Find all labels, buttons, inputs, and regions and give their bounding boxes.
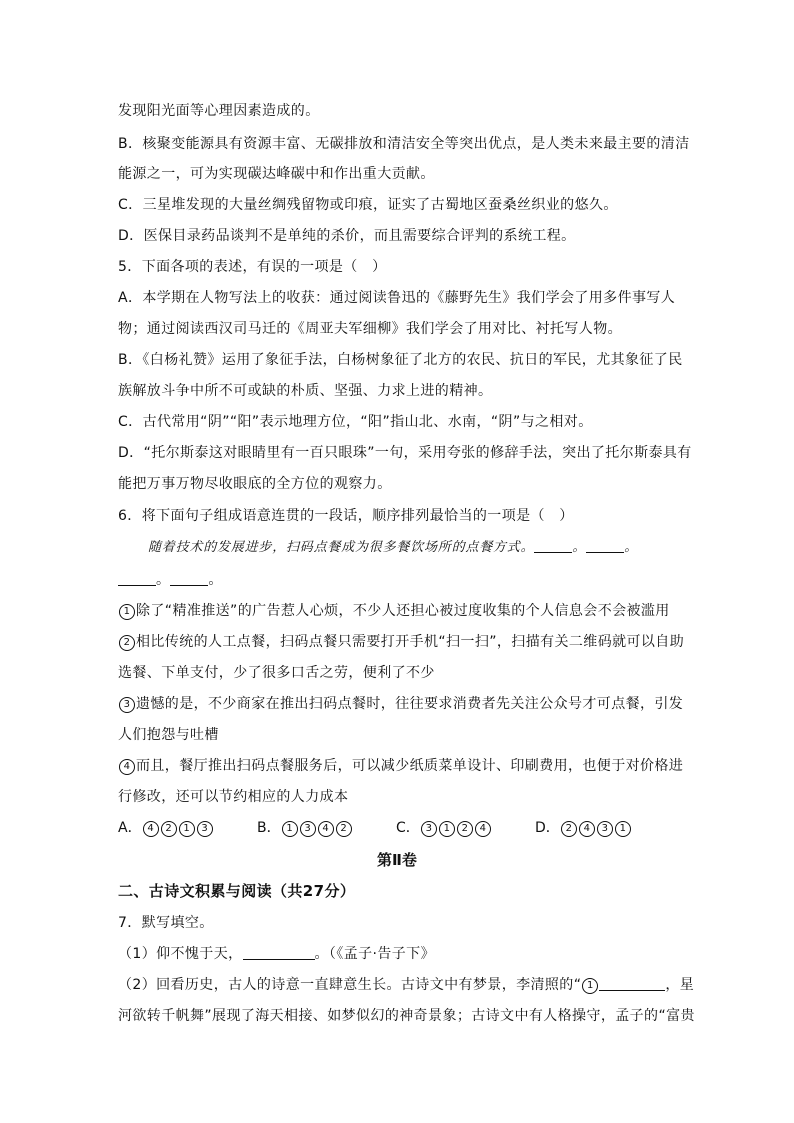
circled-number: 3 [119, 697, 135, 713]
sentence-text: 相比传统的人工点餐，扫码点餐只需要打开手机“扫一扫”，扫描有关二维码就可以自助 [136, 634, 685, 650]
answer-blank [586, 538, 624, 553]
choice-letter: A． [118, 820, 142, 836]
period: 。 [624, 540, 639, 555]
circled-number: 1 [282, 821, 298, 837]
circled-number: 3 [197, 821, 213, 837]
circled-number: 2 [336, 821, 352, 837]
option-4c: C．三星堆发现的大量丝绸残留物或印痕，证实了古蜀地区蚕桑丝织业的悠久。 [118, 197, 618, 213]
circled-number: 3 [300, 821, 316, 837]
circled-number: 4 [119, 759, 135, 775]
sentence-text: 而且，餐厅推出扫码点餐服务后，可以减少纸质菜单设计、印刷费用，也便于对价格进 [136, 758, 684, 774]
sentence-text: 除了“精准推送”的广告惹人心烦，不少人还担心被过度收集的个人信息会不会被滥用 [136, 603, 670, 619]
sentence-4 [118, 756, 683, 776]
choice-letter: B． [257, 820, 281, 836]
circled-number: 2 [119, 635, 135, 651]
choice-letter: C． [396, 820, 420, 836]
answer-blank [243, 945, 315, 960]
circled-number: 4 [579, 821, 595, 837]
choice-d [535, 818, 632, 838]
question-7: 7．默写填空。 [118, 915, 214, 931]
circled-number: 1 [439, 821, 455, 837]
choice-a [118, 818, 214, 838]
text-line: 选餐、下单支付，少了很多口舌之劳，便利了不少 [118, 665, 435, 681]
option-5a: A．本学期在人物写法上的收获：通过阅读鲁迅的《藤野先生》我们学会了用多件事写人 [118, 290, 676, 306]
choice-b [257, 818, 353, 838]
text-line: 能把万事万物尽收眼底的全方位的观察力。 [118, 476, 392, 492]
circled-number: 4 [143, 821, 159, 837]
period: 。 [572, 540, 587, 555]
circled-number: 4 [475, 821, 491, 837]
option-5d: D．“托尔斯泰这对眼睛里有一百只眼珠”一句，采用夸张的修辞手法，突出了托尔斯泰具有 [118, 445, 692, 461]
section-heading: 二、古诗文积累与阅读（共27分） [118, 882, 356, 900]
option-4d: D．医保目录药品谈判不是单纯的杀价，而且需要综合评判的系统工程。 [118, 228, 576, 244]
blanks-line [118, 570, 223, 590]
circled-number: 1 [582, 978, 598, 994]
circled-number: 4 [318, 821, 334, 837]
passage-intro [148, 538, 638, 558]
question-7-1 [118, 944, 435, 964]
source-text: 。（《孟子·告子下》 [314, 946, 435, 962]
choice-c [396, 818, 492, 838]
prompt-text: ，星 [665, 977, 695, 993]
question-5: 5．下面各项的表述，有误的一项是（ ） [118, 259, 387, 275]
circled-number: 1 [119, 604, 135, 620]
sentence-3 [118, 694, 683, 714]
circled-number: 3 [597, 821, 613, 837]
option-5b: B．《白杨礼赞》运用了象征手法，白杨树象征了北方的农民、抗日的军民，尤其象征了民 [118, 352, 683, 368]
question-6: 6．将下面句子组成语意连贯的一段话，顺序排列最恰当的一项是（ ） [118, 508, 574, 524]
text-line: 发现阳光面等心理因素造成的。 [118, 103, 320, 119]
text-line: 能源之一，可为实现碳达峰碳中和作出重大贡献。 [118, 166, 435, 182]
circled-number: 2 [457, 821, 473, 837]
option-5c: C．古代常用“阴”“阳”表示地理方位，“阳”指山北、水南，“阴”与之相对。 [118, 414, 593, 430]
circled-number: 1 [615, 821, 631, 837]
volume-title: 第Ⅱ卷 [377, 851, 417, 869]
circled-number: 2 [561, 821, 577, 837]
circled-number: 3 [421, 821, 437, 837]
intro-text: 随着技术的发展进步，扫码点餐成为很多餐饮场所的点餐方式。 [148, 540, 535, 555]
option-4b: B．核聚变能源具有资源丰富、无碳排放和清洁安全等突出优点，是人类未来最主要的清洁 [118, 136, 690, 152]
answer-blank [534, 538, 572, 553]
question-7-2 [118, 975, 694, 995]
answer-blank [599, 976, 665, 991]
prompt-text: （2）回看历史，古人的诗意一直肆意生长。古诗文中有梦景，李清照的“ [118, 977, 582, 993]
text-line: 河欲转千帆舞”展现了海天相接、如梦似幻的神奇景象；古诗文中有人格操守，孟子的“富贵 [118, 1008, 695, 1024]
answer-blank [118, 571, 156, 586]
period: 。 [156, 572, 171, 588]
circled-number: 1 [179, 821, 195, 837]
answer-blank [170, 571, 208, 586]
sentence-text: 遗憾的是，不少商家在推出扫码点餐时，往往要求消费者先关注公众号才可点餐，引发 [136, 696, 684, 712]
circled-number: 2 [161, 821, 177, 837]
text-line: 物；通过阅读西汉司马迁的《周亚夫军细柳》我们学会了用对比、衬托写人物。 [118, 321, 622, 337]
text-line: 行修改，还可以节约相应的人力成本 [118, 789, 349, 805]
period: 。 [208, 572, 223, 588]
text-line: 人们抱怨与吐槽 [118, 727, 219, 743]
text-line: 族解放斗争中所不可或缺的朴质、坚强、力求上进的精神。 [118, 383, 493, 399]
sentence-2 [118, 632, 684, 652]
sentence-1 [118, 601, 670, 621]
prompt-text: （1）仰不愧于天， [118, 946, 243, 962]
choice-letter: D． [535, 820, 560, 836]
